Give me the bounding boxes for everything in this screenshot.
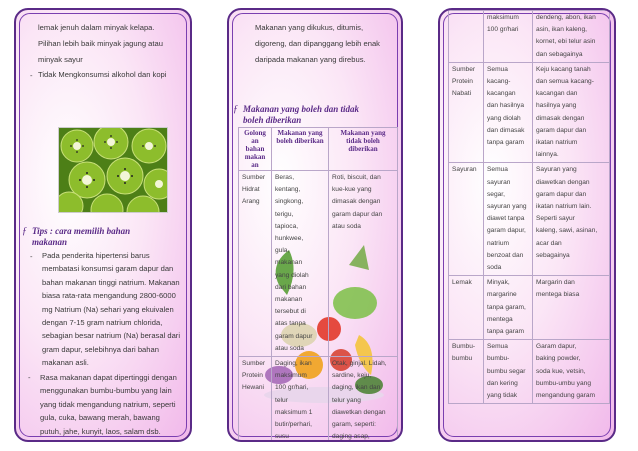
cell-line: tanpa garam: [487, 328, 525, 336]
cell-line: kaleng, sawi, asinan,: [536, 227, 598, 235]
cell-line: butir/perhari,: [275, 421, 313, 429]
cell-line: margarine: [487, 291, 517, 299]
cell-line: Semua: [487, 65, 508, 73]
table-row: [449, 163, 610, 276]
cell-line: dan semua kacang-: [536, 78, 594, 86]
cell-line: yang tidak: [487, 392, 518, 400]
heading-mark-icon: ƒ: [233, 104, 238, 115]
cell-line: atau soda: [275, 344, 304, 352]
cell-line: Protein: [452, 78, 473, 86]
cell-line: telur yang: [332, 396, 361, 404]
cell-line: atas tanpa: [275, 320, 306, 328]
cell-line: dan sebagainya: [536, 50, 583, 58]
text-line: yang tidak mengandung natrium, seperti: [40, 399, 176, 409]
cell-line: kacangan: [487, 90, 516, 98]
text-line: Pada penderita hipertensi barus: [42, 251, 150, 260]
cell-line: bumbu-umbu yang: [536, 379, 591, 387]
cell-line: Sumber: [242, 174, 266, 181]
cell-line: garam dapur,: [487, 227, 526, 235]
text-line: dengan 7-15 gram natrium chlorida,: [42, 318, 163, 327]
cell-line: tanpa garam: [487, 139, 525, 147]
text-line: Pilihan lebih baik minyak jagung atau: [38, 39, 163, 48]
cell-forbidden: [533, 11, 610, 63]
cell-line: yang diolah: [275, 271, 309, 279]
col-header-group: Golong an bahan makan an: [239, 128, 272, 171]
cell-line: tanpa garam,: [487, 303, 526, 311]
text-line: digoreng, dan dipanggang lebih enak: [255, 39, 380, 48]
cell-line: Arang: [242, 198, 260, 206]
cell-line: makanan: [275, 296, 303, 304]
text-line: menggunakan bumbu-bumbu yang lain: [40, 386, 172, 396]
col-header-allowed: Makanan yang boleh diberikan: [272, 128, 329, 171]
cell-line: sayuran yang: [487, 203, 527, 211]
cell-line: segar,: [487, 190, 505, 198]
section-heading: Makanan yang boleh dan tidak: [243, 104, 360, 114]
cell-line: dan kering: [487, 379, 518, 387]
cell-line: Keju kacang tanah: [536, 65, 591, 73]
cell-line: kacang-: [487, 78, 511, 86]
section-heading-cont: makanan: [32, 237, 68, 247]
cell-line: terigu,: [275, 210, 294, 218]
cell-line: Protein: [242, 372, 263, 380]
cell-allowed: [484, 340, 533, 404]
brochure-panel-middle: [227, 8, 403, 442]
cell-line: maksimum: [275, 372, 307, 380]
cell-line: hunkwee,: [275, 235, 304, 243]
cell-line: telur: [275, 396, 288, 404]
cell-line: bumbu-: [487, 355, 510, 363]
cell-line: tersebut di: [275, 308, 306, 316]
cell-line: benzoat dan: [487, 251, 524, 259]
cell-line: kacangan dan: [536, 90, 578, 98]
cell-line: hasilnya yang: [536, 102, 577, 110]
panel-left-para2-lines: [14, 8, 192, 442]
table-row: [449, 276, 610, 340]
text-line: biasa rata-rata mengandung 2800-6000: [42, 291, 176, 301]
cell-line: susu: [275, 433, 289, 441]
cell-line: Semua: [487, 166, 508, 174]
cell-line: garam dapur dan: [536, 190, 587, 198]
cell-line: bumbu segar: [487, 367, 526, 375]
cell-forbidden: [533, 340, 610, 404]
cell-line: Garam dapur,: [536, 343, 577, 351]
cell-line: Daging, ikan: [275, 360, 312, 368]
cell-line: maksimum: [487, 14, 519, 21]
cell-line: singkong,: [275, 198, 304, 206]
cell-line: garam dapur: [275, 332, 313, 340]
cell-line: Sumber: [452, 65, 476, 73]
text-line: Makanan yang dikukus, ditumis,: [255, 23, 364, 32]
cell-forbidden: [329, 357, 398, 442]
cell-line: sebagainya: [536, 251, 570, 259]
food-table-part1: [238, 127, 398, 442]
cell-line: Beras,: [275, 174, 295, 181]
cell-line: sayuran: [487, 178, 511, 186]
cell-line: gula,: [275, 247, 290, 255]
cell-line: mengandung garam: [536, 392, 596, 400]
text-line: minyak sayur: [38, 55, 83, 64]
cell-line: mentega: [487, 315, 513, 323]
cell-line: ikatan natrium lain.: [536, 203, 592, 211]
text-line: putuh, jahe, kunyit, laos, salam dsb.: [40, 426, 161, 436]
cell-line: sardine, keju,: [332, 372, 372, 380]
cell-group: [239, 171, 272, 357]
bullet-dash-icon: -: [30, 252, 33, 261]
text-line: lemak jenuh dalam minyak kelapa.: [38, 23, 155, 32]
cell-line: daging, ikan dan: [332, 384, 381, 392]
cell-line: tapioca,: [275, 222, 299, 230]
cell-allowed: [484, 163, 533, 276]
cell-line: Margarin dan: [536, 279, 575, 287]
cell-line: dimasak dengan: [332, 198, 381, 206]
text-line: daripada makanan yang direbus.: [255, 55, 366, 64]
cell-line: dan dimasak: [487, 126, 525, 134]
text-line: bahan makanan tinggi natrium. Makanan: [42, 277, 180, 287]
cell-line: Minyak,: [487, 279, 510, 287]
text-line: gula, cuka, bawang merah, bawang: [40, 413, 160, 423]
cell-line: Sumber: [242, 360, 266, 368]
cell-line: diawet tanpa: [487, 215, 525, 223]
cell-line: Sayuran yang: [536, 166, 577, 174]
brochure-panel-right: [438, 8, 616, 442]
cell-line: mentega biasa: [536, 291, 580, 299]
text-line: makanan asli.: [42, 358, 89, 368]
text-line: Rasa makanan dapat dipertinggi dengan: [40, 373, 177, 382]
table-row: [449, 11, 610, 63]
cell-line: Hewani: [242, 384, 264, 392]
cell-line: diawetkan dengan: [536, 178, 590, 186]
cell-line: bumbu: [452, 355, 473, 363]
cell-line: Hidrat: [242, 186, 260, 194]
text-line: gram dapur, selebihnya dari bahan: [42, 344, 159, 354]
cell-allowed: [484, 276, 533, 340]
cell-line: Roti, biscuit, dan: [332, 174, 381, 181]
cell-line: garam, seperti:: [332, 421, 376, 429]
cell-line: Seperti sayur: [536, 215, 575, 223]
table-row: [239, 357, 398, 442]
cell-line: soda: [487, 264, 502, 272]
cell-group: [449, 276, 484, 340]
text-line: mg Natrium (Na) sehari yang ekuivalen: [42, 304, 174, 314]
cell-line: Otak, ginjal. Lidah,: [332, 360, 387, 368]
cell-line: soda kue, vetsin,: [536, 367, 586, 375]
cell-line: Sayuran: [452, 166, 477, 174]
section-heading: Tips : cara memilih bahan: [32, 226, 131, 236]
cell-line: ikatan natrium: [536, 139, 578, 147]
cell-allowed: [272, 357, 329, 442]
text-line: membatasi konsumsi garam dapur dan: [42, 264, 174, 274]
cell-line: asin, ikan kaleng,: [536, 26, 587, 34]
cell-line: lainnya.: [536, 151, 559, 159]
cell-line: Bumbu-: [452, 343, 476, 351]
cell-line: garam dapur dan: [536, 126, 587, 134]
cell-line: 100 gr/hari: [487, 26, 519, 34]
cell-line: kentang,: [275, 186, 301, 194]
cell-line: garam dapur dan: [332, 210, 383, 218]
bullet-dash-icon: -: [28, 373, 31, 382]
cell-line: Nabati: [452, 90, 472, 98]
cell-line: dari bahan: [275, 283, 307, 291]
cell-group: [449, 163, 484, 276]
text-line: sebagian besar natrium (Na) berasal dari: [42, 331, 181, 341]
cell-line: dendeng, abon, ikan: [536, 14, 596, 21]
cell-line: maksimum 1: [275, 408, 313, 416]
cell-line: Semua: [487, 343, 508, 351]
cell-group: [449, 11, 484, 63]
bullet-dash-icon: -: [30, 71, 33, 80]
cell-forbidden: [329, 171, 398, 357]
col-header-forbidden: Makanan yang tidak boleh diberikan: [329, 128, 398, 171]
bullet-text: Tidak Mengkonsumsi alkohol dan kopi: [38, 70, 167, 79]
cell-group: [239, 357, 272, 442]
cell-line: yang diolah: [487, 114, 521, 122]
cell-allowed: [484, 11, 533, 63]
cell-line: atau soda: [332, 222, 361, 230]
cell-forbidden: [533, 163, 610, 276]
cell-line: diawetkan dengan: [332, 408, 386, 416]
cell-group: [449, 62, 484, 163]
cell-line: natrium: [487, 239, 509, 247]
cell-line: acar dan: [536, 239, 562, 247]
cell-line: kue-kue yang: [332, 186, 372, 194]
section-heading-cont: boleh diberikan: [243, 115, 302, 125]
cell-allowed: [484, 62, 533, 163]
cell-forbidden: [533, 276, 610, 340]
cell-allowed: [272, 171, 329, 357]
cell-forbidden: [533, 62, 610, 163]
table-row: [239, 171, 398, 357]
heading-mark-icon: ƒ: [22, 226, 27, 237]
food-table-part2: [448, 10, 610, 404]
cell-line: Lemak: [452, 279, 472, 287]
cell-line: baking powder,: [536, 355, 581, 363]
cell-line: daging asap,: [332, 433, 370, 441]
cell-group: [449, 340, 484, 404]
cell-line: kornet, ebi telur asin: [536, 38, 596, 46]
table-row: [449, 340, 610, 404]
cell-line: dimasak dengan: [536, 114, 585, 122]
cell-line: dan hasilnya: [487, 102, 525, 110]
cell-line: 100 gr/hari,: [275, 384, 309, 392]
cell-line: makanan: [275, 259, 303, 267]
table-row: [449, 62, 610, 163]
